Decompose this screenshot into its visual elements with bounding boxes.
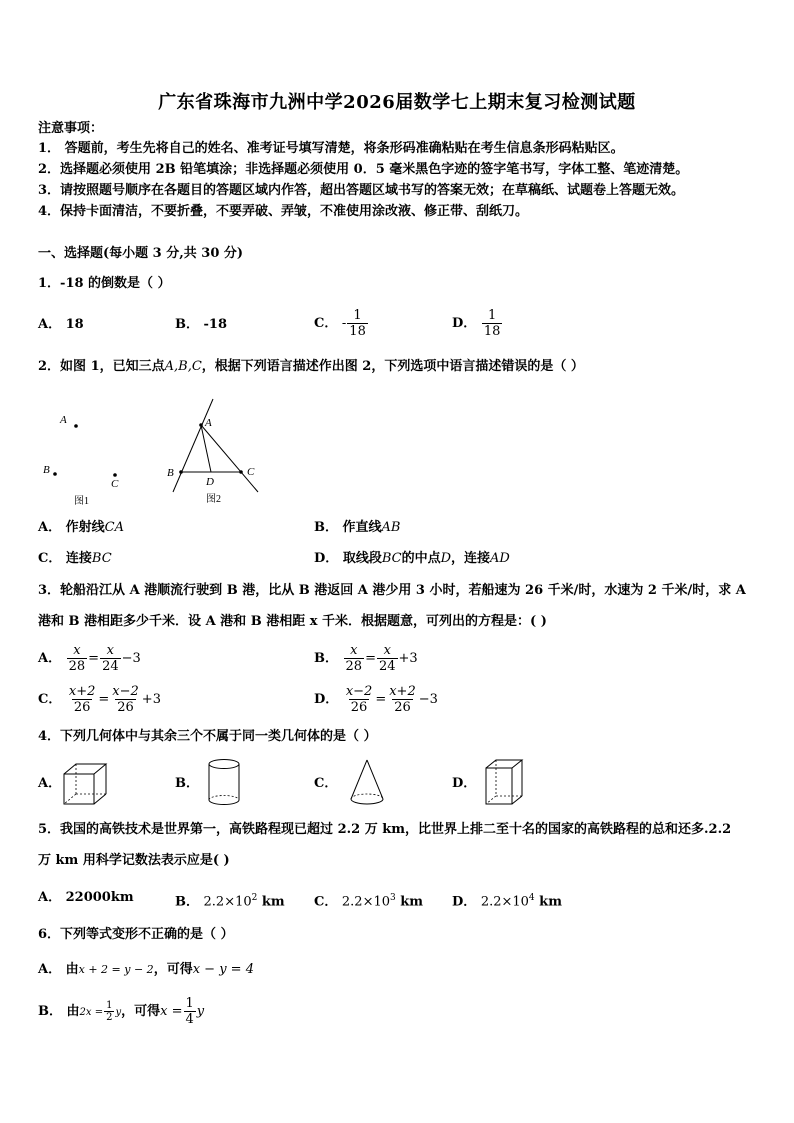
q2-option-d [314, 551, 510, 567]
option-math: AD [490, 551, 510, 566]
option-text: 取线段 [342, 551, 382, 566]
exponent: 4 [528, 893, 535, 903]
fraction-denominator: 28 [68, 659, 86, 674]
option-label: B． [175, 894, 199, 910]
equals-sign: = [98, 692, 110, 707]
fraction-numerator: x−2 [112, 684, 139, 699]
question-5-line: 万 km 用科学记数法表示应是( ) [38, 853, 230, 868]
equation-tail: −3 [418, 692, 438, 707]
option-math: 2x = [79, 1007, 104, 1018]
notice-item: 2．选择题必须使用 2B 铅笔填涂；非选择题必须使用 0．5 毫米黑色字迹的签字笔书写，字体工整、笔迹清楚。 [38, 162, 689, 177]
exponent: 2 [251, 893, 258, 903]
question-3-line: 港和 B 港相距多少千米．设 A 港和 B 港相距 x 千米．根据题意，可列出的方程是：( ) [38, 614, 547, 629]
point-a [74, 424, 78, 428]
option-label: C． [314, 316, 338, 331]
q1-option-c [314, 308, 369, 339]
unit: km [257, 894, 285, 910]
fraction-denominator: 2 [106, 1012, 113, 1023]
question-4-stem: 4．下列几何体中与其余三个不属于同一类几何体的是（ ） [38, 729, 377, 744]
point-a [199, 423, 203, 427]
fraction-denominator: 26 [350, 700, 368, 715]
exponent: 3 [390, 893, 396, 903]
fraction [67, 684, 98, 715]
option-value: -18 [203, 317, 228, 332]
option-label: C． [314, 894, 338, 910]
point-c [113, 473, 117, 477]
point-b [179, 470, 183, 474]
q4-option-d-label: D． [452, 776, 477, 791]
figure-1 [40, 405, 140, 510]
option-math: CA [104, 520, 124, 535]
section-heading: 一、选择题(每小题 3 分,共 30 分) [38, 246, 244, 261]
fraction [482, 308, 503, 339]
label-b: B [43, 464, 50, 476]
point-c [239, 470, 243, 474]
fraction [100, 643, 121, 674]
q6-option-b [38, 996, 204, 1027]
fraction [344, 684, 375, 715]
notice-item: 1． 答题前，考生先将自己的姓名、准考证号填写清楚，将条形码准确粘贴在考生信息条形码粘贴区。 [38, 141, 624, 156]
option-label: D． [452, 894, 477, 910]
fraction [377, 643, 398, 674]
q4-option-c-label: C． [314, 776, 338, 791]
rectangular-prism-icon [484, 758, 526, 808]
fraction-numerator: 1 [487, 308, 497, 323]
q1-option-b [175, 317, 227, 333]
q4-option-b-label: B． [175, 776, 199, 791]
question-3-line: 3．轮船沿江从 A 港顺流行驶到 B 港，比从 B 港返回 A 港少用 3 小时，若船速为 26 千米/时，水速为 2 千米/时，求 A [38, 583, 746, 598]
fraction [184, 996, 196, 1027]
option-value: 2.2×10 [341, 894, 390, 910]
option-label: D． [452, 316, 477, 331]
label-d: D [206, 476, 214, 488]
option-value: 22000km [65, 890, 134, 905]
question-6-stem: 6．下列等式变形不正确的是（ ） [38, 927, 234, 942]
fraction [387, 684, 418, 715]
q5-option-c [314, 890, 423, 910]
option-text: 由 [65, 962, 79, 977]
equals-sign: = [375, 692, 387, 707]
fraction-denominator: 4 [185, 1012, 194, 1027]
page-title: 广东省珠海市九洲中学2026届数学七上期末复习检测试题 [158, 92, 636, 113]
label-c: C [247, 466, 255, 478]
label-c: C [111, 478, 119, 490]
question-5-line: 5．我国的高铁技术是世界第一，高铁路程现已超过 2.2 万 km，比世界上排二至十名的国家的高铁路程的总和还多.2.2 [38, 822, 732, 837]
option-label: D． [314, 551, 339, 566]
figure-caption: 图2 [206, 494, 221, 505]
option-math: D [440, 551, 452, 566]
option-label: B． [175, 317, 199, 332]
label-a: A [205, 417, 212, 429]
option-text: 连接 [65, 551, 92, 566]
option-text: 的中点 [401, 551, 441, 566]
option-math: y [115, 1007, 122, 1018]
option-sign: - [341, 316, 347, 331]
option-text: 作射线 [65, 520, 105, 535]
q4-option-a-label: A． [38, 776, 62, 791]
option-math: BC [91, 551, 112, 566]
stem-text: ，根据下列语言描述作出图 2，下列选项中语言描述错误的是（ ） [201, 359, 584, 374]
fraction [344, 643, 365, 674]
equation-tail: +3 [398, 651, 418, 666]
fraction [67, 643, 88, 674]
q5-option-b [175, 890, 285, 910]
segment-ad [201, 425, 211, 472]
cube-icon [62, 762, 110, 806]
fraction-denominator: 24 [102, 659, 119, 674]
fraction-denominator: 24 [378, 659, 396, 674]
figure-2 [160, 395, 270, 510]
unit: km [395, 894, 424, 910]
option-text: ，可得 [153, 962, 193, 977]
stem-text: 2．如图 1，已知三点 [38, 359, 165, 374]
q2-option-b [314, 520, 401, 536]
fraction-denominator: 18 [349, 324, 366, 339]
option-label: A． [38, 962, 62, 977]
q2-option-a [38, 520, 124, 536]
question-1-stem: 1．-18 的倒数是（ ） [38, 276, 171, 291]
fraction-numerator: x [383, 643, 391, 658]
option-label: A． [38, 520, 62, 535]
fraction [104, 1000, 114, 1023]
option-value: 18 [65, 317, 84, 332]
cylinder-icon [207, 758, 243, 808]
cone-icon [348, 758, 388, 808]
fraction-numerator: x−2 [345, 684, 373, 699]
fraction-numerator: 1 [106, 1000, 113, 1011]
fraction-numerator: x [350, 643, 358, 658]
figure-caption: 图1 [74, 496, 89, 507]
fraction [110, 684, 141, 715]
option-label: B． [314, 651, 338, 666]
option-math: BC [381, 551, 402, 566]
option-value: 2.2×10 [203, 894, 252, 910]
equals-sign: = [88, 651, 100, 666]
fraction-denominator: 26 [394, 700, 411, 715]
option-label: B． [314, 520, 338, 535]
fraction-denominator: 18 [483, 324, 501, 339]
q3-option-c [38, 684, 161, 715]
fraction-numerator: 1 [185, 996, 194, 1011]
point-b [53, 472, 57, 476]
fraction-numerator: x [106, 643, 115, 658]
stem-math: A,B,C [164, 359, 202, 374]
option-math: AB [381, 520, 401, 535]
q6-option-a [38, 962, 254, 978]
option-label: D． [314, 692, 339, 707]
q3-option-d [314, 684, 438, 715]
option-value: 2.2×10 [480, 894, 529, 910]
fraction-numerator: x+2 [68, 684, 96, 699]
option-math: x = [160, 1004, 183, 1019]
option-text: 作直线 [342, 520, 382, 535]
fraction-denominator: 26 [73, 700, 91, 715]
fraction [347, 308, 368, 339]
q5-option-d [452, 890, 562, 910]
option-label: C． [38, 551, 62, 566]
notice-item: 3．请按照题号顺序在各题目的答题区域内作答，超出答题区域书写的答案无效；在草稿纸、试题卷上答题无效。 [38, 183, 685, 198]
option-label: A． [38, 651, 62, 666]
equation-tail: +3 [141, 692, 161, 707]
label-a: A [60, 414, 67, 426]
fraction-denominator: 26 [117, 700, 134, 715]
option-math: y [196, 1004, 205, 1019]
q5-option-a [38, 890, 134, 906]
equation-tail: −3 [121, 651, 141, 666]
option-label: A． [38, 317, 62, 332]
q2-option-c [38, 551, 112, 567]
fraction-denominator: 28 [345, 659, 363, 674]
q3-option-b [314, 643, 418, 674]
notice-item: 4．保持卡面清洁，不要折叠，不要弄破、弄皱，不准使用涂改液、修正带、刮纸刀。 [38, 204, 529, 219]
option-text: ，连接 [451, 551, 491, 566]
option-text: ，可得 [121, 1004, 161, 1019]
option-label: A． [38, 890, 62, 905]
option-label: B． [38, 1004, 62, 1019]
option-math: x + 2 = y − 2 [78, 963, 154, 976]
equals-sign: = [365, 651, 376, 666]
notice-heading: 注意事项： [38, 121, 104, 136]
fraction-numerator: x+2 [389, 684, 416, 699]
option-text: 由 [66, 1004, 80, 1019]
option-label: C． [38, 692, 62, 707]
q1-option-a [38, 317, 84, 333]
unit: km [534, 894, 562, 910]
fraction-numerator: x [73, 643, 81, 658]
label-b: B [167, 467, 174, 479]
fraction-numerator: 1 [353, 308, 362, 323]
q1-option-d [452, 308, 503, 339]
question-2-stem [38, 359, 584, 375]
option-math: x − y = 4 [192, 962, 254, 977]
q3-option-a [38, 643, 141, 674]
